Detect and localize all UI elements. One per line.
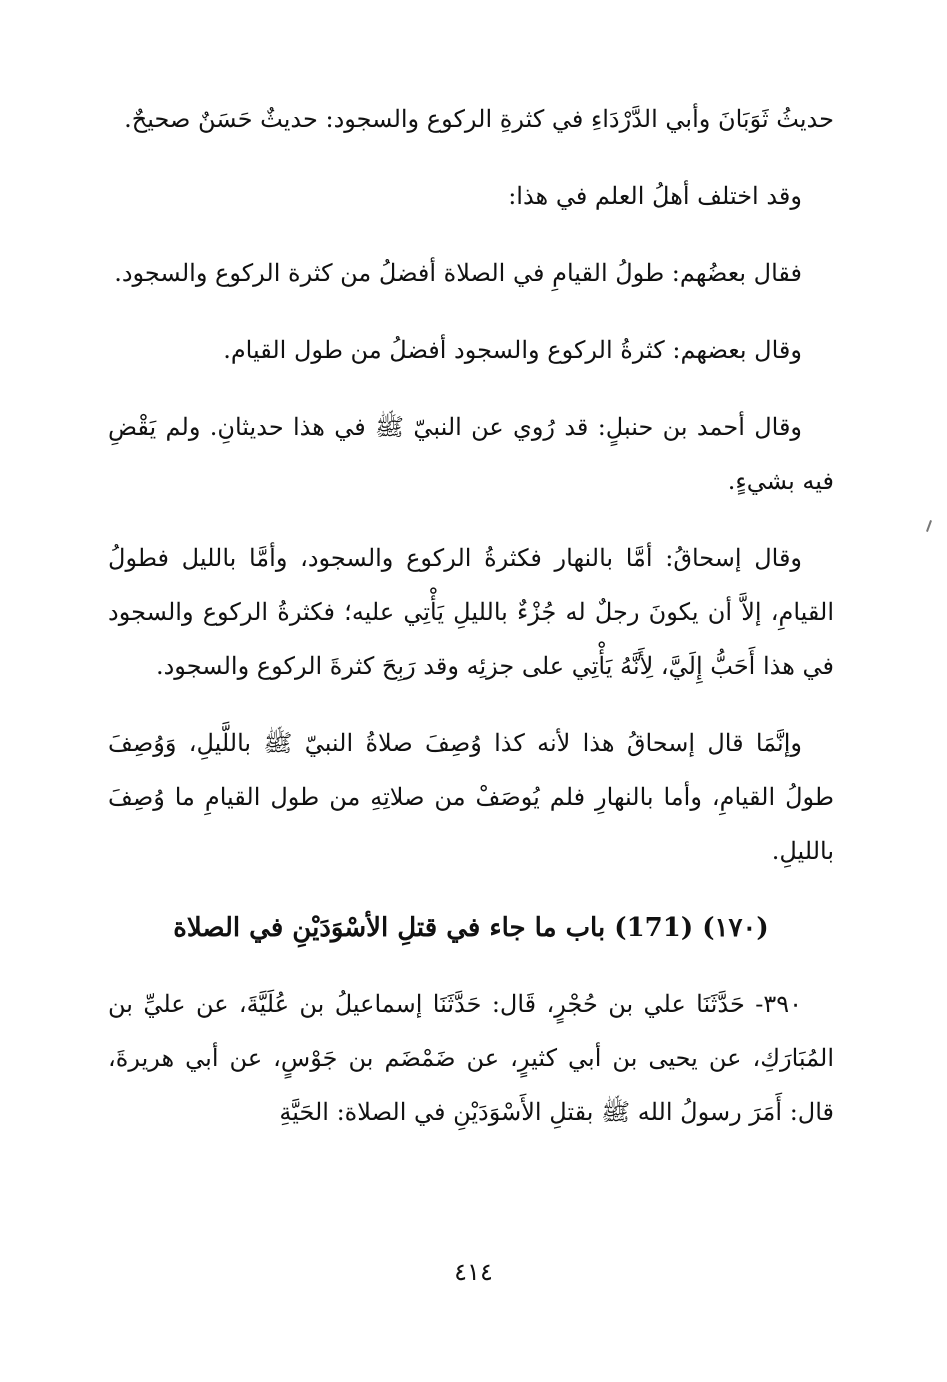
paragraph-ishaq-explanation: وإنَّمَا قال إسحاقُ هذا لأنه كذا وُصِفَ صلاةُ النبيّ ﷺ باللَّيلِ، وَوُصِفَ طولُ القيامِ، وأما بالنهارِ فلم يُوصَفْ من صلاتِهِ من طول القيامِ ما وُصِفَ بالليلِ. xyxy=(108,729,834,865)
paragraph-standing-better: فقال بعضُهم: طولُ القيامِ في الصلاة أفضلُ من كثرة الركوع والسجود. xyxy=(114,259,802,287)
paragraph-scholars-differ: وقد اختلف أهلُ العلم في هذا: xyxy=(508,182,802,210)
paragraph-ishaq-opinion: وقال إسحاقُ: أمَّا بالنهار فكثرةُ الركوع والسجود، وأمَّا بالليل فطولُ القيامِ، إلاَّ أن يكونَ رجلٌ له جُزْءٌ بالليلِ يَأْتِي عليه؛ فكثرةُ الركوع والسجود في هذا أَحَبُّ إِلَيَّ، لِأَنَّهُ يَأْتِي على جزئِه وقد رَبِحَ كثرةَ الركوع والسجود. xyxy=(108,544,834,680)
page-body xyxy=(108,92,834,1162)
stray-ink-mark xyxy=(926,520,932,532)
page-number: ٤١٤ xyxy=(454,1258,493,1286)
paragraph-hadith-thawban: حديثُ ثَوَبَانَ وأبي الدَّرْدَاءِ في كثرةِ الركوع والسجود: حديثٌ حَسَنٌ صحيحٌ. xyxy=(124,105,834,133)
paragraph-bowing-better: وقال بعضهم: كثرةُ الركوع والسجود أفضلُ من طول القيام. xyxy=(223,336,802,364)
chapter-heading: (١٧٠) (171) باب ما جاء في قتلِ الأسْوَدَيْنِ في الصلاة xyxy=(173,913,769,943)
paragraph-ahmad-opinion: وقال أحمد بن حنبلٍ: قد رُوي عن النبيّ ﷺ في هذا حديثانِ. ولم يَقْضِ فيه بشيءٍ. xyxy=(108,413,834,495)
paragraph-hadith-390: ٣٩٠- حَدَّثَنَا علي بن حُجْرٍ، قَال: حَدَّثَنَا إسماعيلُ بن عُلَيَّةَ، عن عليِّ بن المُبَارَكِ، عن يحيى بن أبي كثيرٍ، عن ضَمْضَم بن جَوْسٍ، عن أبي هريرةَ، قال: أَمَرَ رسولُ الله ﷺ بقتلِ الأَسْوَدَيْنِ في الصلاة: الحَيَّةِ xyxy=(108,990,834,1126)
